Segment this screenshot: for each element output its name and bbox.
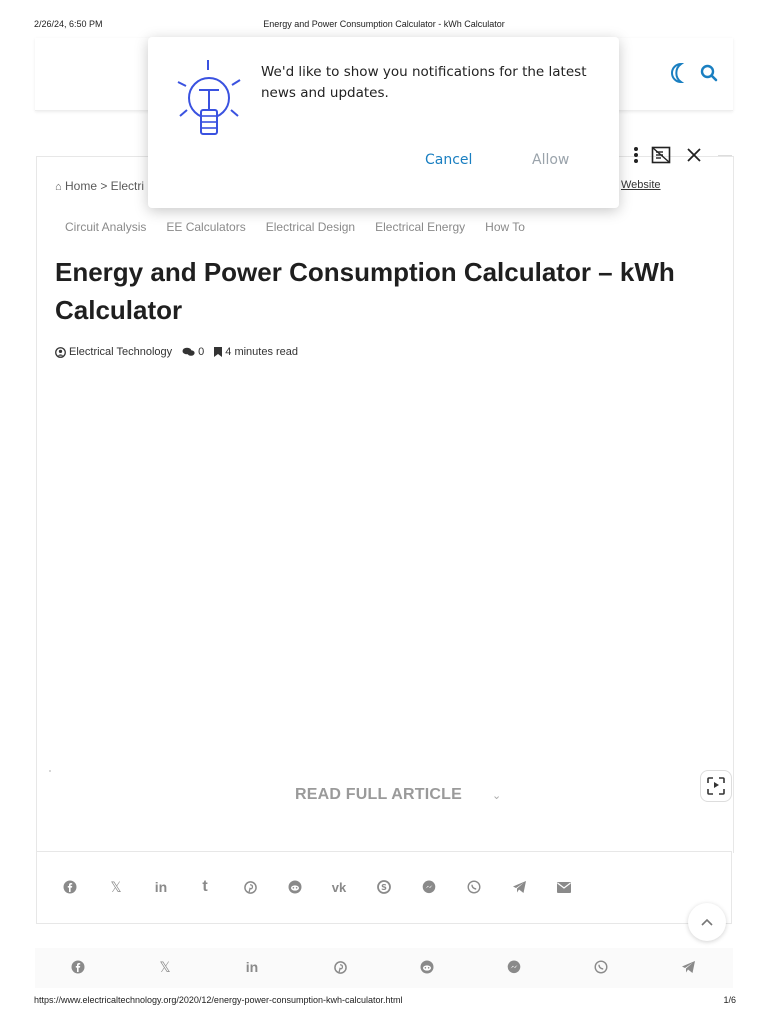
- print-page-number: 1/6: [723, 995, 736, 1005]
- messenger-icon[interactable]: [505, 958, 523, 976]
- messenger-icon[interactable]: [420, 878, 438, 896]
- telegram-icon[interactable]: [679, 958, 697, 976]
- comments[interactable]: [182, 346, 204, 358]
- whatsapp-icon[interactable]: [465, 878, 483, 896]
- whatsapp-icon[interactable]: [592, 958, 610, 976]
- svg-text:S: S: [381, 883, 387, 893]
- linkedin-icon[interactable]: in: [245, 959, 259, 975]
- chevron-down-icon: ⌄: [491, 789, 502, 802]
- pinterest-icon[interactable]: [241, 878, 259, 896]
- breadcrumb-text[interactable]: Home > Electri: [65, 179, 145, 193]
- home-icon[interactable]: ⌂: [55, 181, 62, 193]
- category-tag[interactable]: Electrical Energy: [375, 220, 466, 234]
- email-icon[interactable]: [555, 878, 573, 896]
- article-meta: [55, 346, 304, 358]
- category-tag[interactable]: EE Calculators: [166, 220, 246, 234]
- more-vertical-icon[interactable]: [625, 144, 647, 166]
- user-circle-icon: [55, 347, 66, 358]
- chevron-up-icon: [701, 918, 713, 926]
- x-icon[interactable]: 𝕏: [110, 878, 122, 895]
- category-tag[interactable]: Electrical Design: [265, 220, 356, 234]
- moon-icon[interactable]: [667, 62, 687, 84]
- comment-count[interactable]: 0: [198, 346, 205, 358]
- print-url: https://www.electricaltechnology.org/2020/12/energy-power-consumption-kwh-calculator.html: [34, 995, 403, 1005]
- read-full-article-button[interactable]: [295, 786, 501, 804]
- author-name[interactable]: Electrical Technology: [69, 346, 173, 358]
- read-full-article-label[interactable]: READ FULL ARTICLE: [295, 786, 462, 803]
- website-link-label[interactable]: Website: [621, 179, 661, 191]
- telegram-icon[interactable]: [510, 878, 528, 896]
- read-time-text: 4 minutes read: [225, 346, 299, 358]
- facebook-icon[interactable]: [69, 958, 87, 976]
- read-time: [214, 346, 298, 358]
- page-title: Energy and Power Consumption Calculator – kWh Calculator: [55, 257, 675, 325]
- decorative-dot: [49, 770, 51, 772]
- category-tag[interactable]: How To: [485, 220, 525, 234]
- linkedin-icon[interactable]: in: [154, 879, 168, 895]
- lightbulb-icon: [172, 58, 246, 140]
- category-list: [55, 220, 535, 234]
- back-to-top-button[interactable]: [688, 903, 726, 941]
- print-page-title: Energy and Power Consumption Calculator - kWh Calculator: [263, 19, 505, 29]
- facebook-icon[interactable]: [61, 878, 79, 896]
- search-icon[interactable]: [700, 64, 718, 82]
- author[interactable]: [55, 346, 172, 358]
- tumblr-icon[interactable]: t: [202, 878, 208, 895]
- notification-message: We'd like to show you notifications for the latest news and updates.: [261, 64, 587, 101]
- skype-icon[interactable]: [375, 878, 393, 896]
- cancel-button[interactable]: Cancel: [425, 152, 473, 168]
- divider: [718, 155, 732, 156]
- ad-report-icon[interactable]: [650, 144, 672, 166]
- print-datetime: 2/26/24, 6:50 PM: [34, 19, 103, 29]
- pinterest-icon[interactable]: [331, 958, 349, 976]
- comments-icon: [182, 347, 195, 357]
- vk-icon[interactable]: vk: [331, 879, 347, 895]
- reddit-icon[interactable]: [286, 878, 304, 896]
- breadcrumb: [55, 179, 144, 193]
- reddit-icon[interactable]: [418, 958, 436, 976]
- visual-search-icon[interactable]: [700, 770, 732, 802]
- allow-button[interactable]: Allow: [532, 152, 570, 168]
- website-link[interactable]: [621, 179, 661, 191]
- sticky-share-bar: [35, 948, 733, 988]
- bookmark-icon: [214, 347, 222, 357]
- x-icon[interactable]: 𝕏: [159, 958, 171, 975]
- close-icon[interactable]: [683, 144, 705, 166]
- category-tag[interactable]: Circuit Analysis: [65, 220, 147, 234]
